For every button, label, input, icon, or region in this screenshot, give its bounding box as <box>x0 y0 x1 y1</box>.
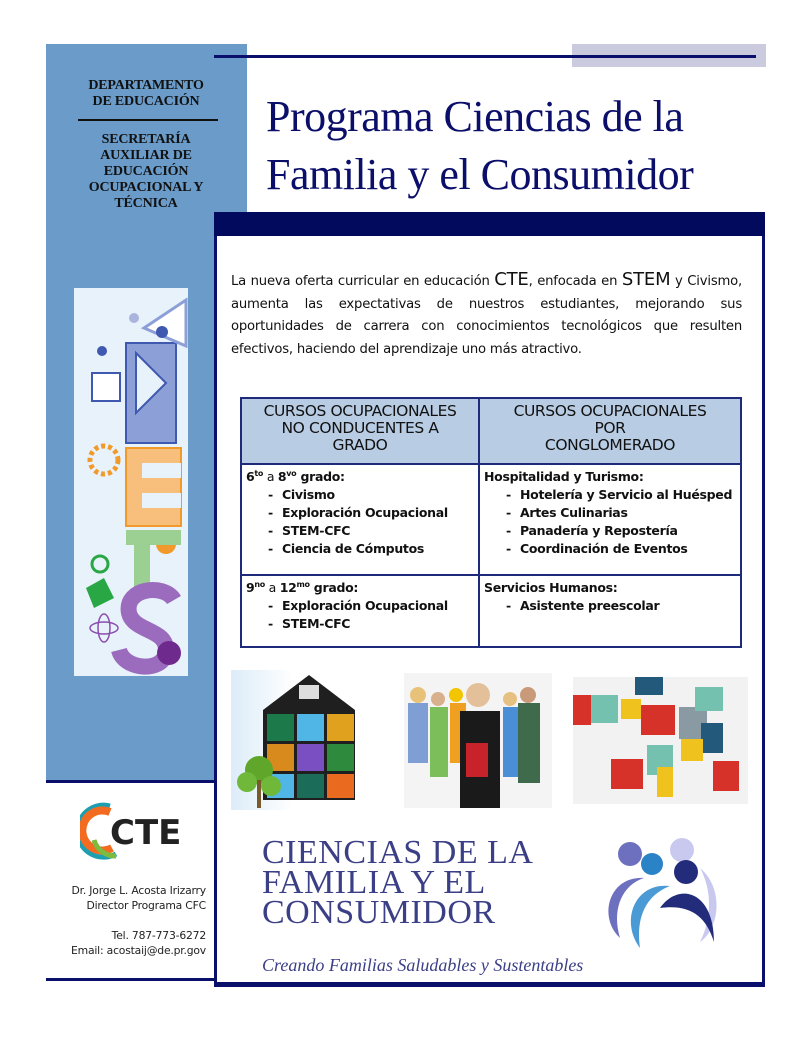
puzzle-map-icon <box>573 677 748 804</box>
table-cell <box>246 579 476 633</box>
department-name <box>58 78 234 110</box>
family-figures <box>590 838 720 958</box>
cfc-logo-line: CIENCIAS DE LA <box>262 834 534 871</box>
svg-text:CTE: CTE <box>110 813 182 853</box>
cte-highlight: CTE <box>494 269 529 290</box>
table-cell <box>484 468 740 558</box>
header-rule <box>214 55 756 58</box>
sub-department-line: SECRETARÍA <box>101 132 191 147</box>
cluster-name: Hospitalidad y Turismo: <box>484 469 644 484</box>
cfc-logo-line: CONSUMIDOR <box>262 894 496 931</box>
sub-department-line: EDUCACIÓN <box>103 164 189 179</box>
list-item: - Coordinación de Eventos <box>506 540 740 558</box>
stem-illustration <box>74 288 188 676</box>
contact-role: Director Programa CFC <box>86 899 206 912</box>
sub-department-line: TÉCNICA <box>114 196 178 211</box>
title-line-1: Programa Ciencias de la <box>266 92 684 141</box>
department-separator <box>78 119 218 121</box>
grade-range: $9^{no}$ a $12^{mo}$ grado: <box>246 580 359 595</box>
sub-department-line: AUXILIAR DE <box>100 148 192 163</box>
intro-paragraph: La nueva oferta curricular en educación CTE, enfocada en STEM y Civismo, aumenta las expectativas de nuestros estudiantes, mejorando sus oportunidades de carrera con conocimientos tecnológicos que resulten efectivos, haciendo del aprendizaje uno más atractivo. <box>231 269 742 357</box>
bottom-divider <box>46 978 215 981</box>
table-header-non-degree: CURSOS OCUPACIONALES NO CONDUCENTES A GRADO <box>242 399 478 464</box>
stem-highlight: STEM <box>621 269 671 290</box>
list-item: - STEM-CFC <box>268 522 476 540</box>
title-line-2: Familia y el Consumidor <box>266 150 694 199</box>
stem-letters-icon <box>74 288 188 676</box>
professionals-image <box>404 673 552 808</box>
contact-name: Dr. Jorge L. Acosta Irizarry <box>71 884 206 897</box>
list-item: - STEM-CFC <box>268 615 476 633</box>
list-item: - Hotelería y Servicio al Huésped <box>506 486 740 504</box>
list-item: - Artes Culinarias <box>506 504 740 522</box>
cfc-tagline: Creando Familias Saludables y Sustentables <box>262 955 584 975</box>
grade-range: $6^{to}$ a $8^{vo}$ grado: <box>246 469 345 484</box>
department-line-2: DE EDUCACIÓN <box>92 94 200 109</box>
cfc-logo-text <box>262 834 622 931</box>
list-item: - Exploración Ocupacional <box>268 597 476 615</box>
list-item: - Civismo <box>268 486 476 504</box>
sub-department-name <box>58 132 234 212</box>
house-image <box>231 670 386 810</box>
sub-department-line: OCUPACIONAL Y <box>88 180 204 195</box>
family-icon <box>590 838 720 958</box>
page-title <box>266 88 766 204</box>
contact-email[interactable]: Email: acostaij@de.pr.gov <box>71 944 206 957</box>
table-row-divider <box>242 574 740 576</box>
table-column-divider <box>478 399 480 646</box>
smart-home-icon <box>231 670 386 810</box>
courses-table <box>240 397 742 648</box>
content-header-bar <box>214 212 765 236</box>
puzzle-image <box>573 677 748 804</box>
cfc-logo-line: FAMILIA Y EL <box>262 864 486 901</box>
list-item: - Asistente preescolar <box>506 597 740 615</box>
department-line-1: DEPARTAMENTO <box>88 78 204 93</box>
list-item: - Exploración Ocupacional <box>268 504 476 522</box>
list-item: - Panadería y Repostería <box>506 522 740 540</box>
table-header-cluster: CURSOS OCUPACIONALES POR CONGLOMERADO <box>480 399 740 464</box>
table-cell <box>246 468 476 558</box>
table-cell <box>484 579 740 615</box>
table-row-divider <box>242 463 740 465</box>
cte-swoosh-icon <box>80 800 190 860</box>
people-icon <box>404 673 552 808</box>
list-item: - Ciencia de Cómputos <box>268 540 476 558</box>
cluster-name: Servicios Humanos: <box>484 580 618 595</box>
cte-logo <box>80 800 190 860</box>
contact-phone: Tel. 787-773-6272 <box>111 929 206 942</box>
sidebar-divider <box>46 780 215 783</box>
contact-info <box>46 883 206 958</box>
